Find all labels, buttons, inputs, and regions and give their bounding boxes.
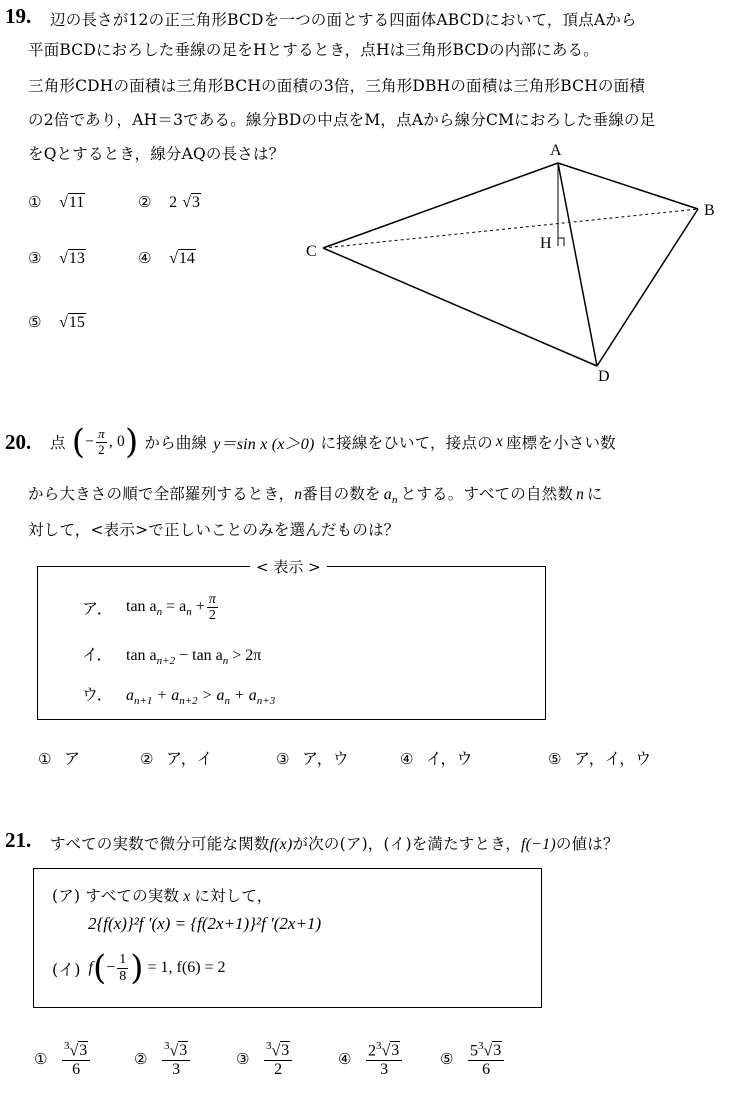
- q19-choice-2[interactable]: ② 2 √3: [138, 193, 200, 211]
- edge-bd: [597, 209, 698, 366]
- q20-choice-1[interactable]: [38, 746, 80, 769]
- q19-choice-1[interactable]: ① √11: [28, 193, 85, 211]
- q19-text-line1: 辺の長さが12の正三角形BCDを一つの面とする四面体ABCDにおいて，頂点Aから: [50, 11, 637, 29]
- choice-number: ⑤: [28, 313, 42, 331]
- q19-choice-4[interactable]: ④ √14: [138, 249, 195, 267]
- choice-radicand: 14: [178, 250, 195, 267]
- q20-pre: 点: [50, 434, 66, 452]
- statement-label: ア．: [82, 599, 113, 619]
- choice-number: ④: [138, 249, 152, 267]
- right-angle-mark: [558, 238, 564, 246]
- edge-ad: [558, 163, 597, 366]
- q19-text-line5: をQとするとき，線分AQの長さは？: [28, 145, 285, 163]
- q19-choice-3[interactable]: ③ √13: [28, 249, 85, 267]
- q21-text: すべての実数で微分可能な関数f(x)が次の(ア)，(イ)を満たすとき，f(−1)の値は？: [50, 835, 619, 853]
- q21-choice-5[interactable]: ⑤ $\frac{5^3√3}{6}$: [440, 1040, 506, 1079]
- choice-text: ア，イ，ウ: [574, 749, 652, 768]
- q20-post3: 座標を小さい数: [505, 434, 616, 452]
- q20-text-line1: 点 ( − $\frac{\pi}{2}$ , 0 ) から曲線 y＝sin x (x＞0) に接線をひいて，接点の x 座標を小さい数: [50, 422, 616, 462]
- condition-b: (イ) f ( − $\frac{1}{8}$ ) = 1, f(6) = 2: [52, 948, 226, 988]
- q19-text-line3: 三角形CDHの面積は三角形BCHの面積の3倍，三角形DBHの面積は三角形BCHの面積: [28, 77, 646, 95]
- x-variable: x: [495, 433, 503, 450]
- q21-choice-1[interactable]: ① $\frac{^3√3}{6}$: [34, 1040, 92, 1079]
- q20-choice-4[interactable]: [400, 746, 473, 769]
- choice-number: ⑤: [440, 1050, 454, 1069]
- choice-radicand: 15: [68, 314, 85, 331]
- curve-expression: y＝sin x (x＞0): [213, 435, 315, 453]
- point-fraction: $\frac{\pi}{2}$: [98, 426, 105, 457]
- choice-radicand: 3: [191, 194, 200, 211]
- choice-number: ①: [28, 193, 42, 211]
- q20-post2: に接線をひいて，接点の: [320, 434, 493, 452]
- condition-a-equation: 2{f(x)}²f ′(x) = {f(2x+1)}²f ′(2x+1): [88, 914, 322, 933]
- label-b: B: [704, 202, 715, 219]
- q19-text-line2: 平面BCDにおろした垂線の足をHとするとき，点Hは三角形BCDの内部にある。: [28, 41, 599, 59]
- q21-number: 21.: [5, 828, 32, 852]
- label-d: D: [598, 368, 610, 385]
- edge-cb-hidden: [323, 209, 698, 248]
- label-h: H: [540, 235, 552, 252]
- statement-label: ウ．: [82, 687, 113, 704]
- choice-text: イ，ウ: [426, 749, 473, 768]
- label-c: C: [306, 243, 317, 260]
- point-rest: , 0: [108, 433, 125, 450]
- choice-number: ⑤: [548, 750, 562, 768]
- q20-number: 20.: [5, 430, 32, 454]
- q19-number: 19.: [5, 4, 32, 28]
- statement-a: ア． $\tan a_n = a_n$ + $\frac{\pi}{2}$: [82, 592, 216, 624]
- q20-choice-5[interactable]: [548, 746, 651, 769]
- statement-label: イ．: [82, 647, 113, 664]
- q21-choice-4[interactable]: ④ $\frac{2^3√3}{3}$: [338, 1040, 404, 1079]
- q20-text-line2: から大きさの順で全部羅列するとき，n番目の数を $a_n$ とする。すべての自然数 n に: [28, 485, 603, 507]
- choice-radicand: 11: [68, 194, 85, 211]
- point-minus: −: [85, 433, 95, 450]
- choice-number: ③: [276, 750, 290, 768]
- choice-number: ③: [236, 1050, 250, 1069]
- edge-cd: [323, 248, 597, 366]
- q20-choice-2[interactable]: [140, 746, 213, 769]
- tetrahedron-figure: [300, 138, 730, 388]
- choice-text: ア，ウ: [302, 749, 349, 768]
- choice-radicand: 13: [68, 250, 85, 267]
- statement-u: ウ． $a_{n+1} + a_{n+2} > a_n + a_{n+3}$: [82, 682, 275, 707]
- condition-a-label: (ア) すべての実数 x に対して，: [52, 887, 273, 905]
- choice-number: ②: [134, 1050, 148, 1069]
- choice-text: ア: [64, 749, 81, 768]
- choice-number: ①: [38, 750, 52, 768]
- q19-text-line4: の2倍であり，AH＝3である。線分BDの中点をM，点Aから線分CMにおろした垂線の足: [28, 111, 656, 129]
- choice-number: ④: [338, 1050, 352, 1069]
- q20-post1: から曲線: [144, 434, 208, 452]
- choice-number: ④: [400, 750, 414, 768]
- choice-number: ①: [34, 1050, 48, 1069]
- choice-text: ア，イ: [166, 749, 213, 768]
- choice-coefficient: 2: [169, 194, 178, 211]
- q19-choice-5[interactable]: ⑤ √15: [28, 313, 85, 331]
- statement-i: イ． $\tan a_{n+2} - \tan a_n > 2\pi$: [82, 642, 261, 667]
- q20-text-line3: 対して，<表示>で正しいことのみを選んだものは？: [28, 521, 400, 539]
- edge-ca: [323, 163, 558, 248]
- display-box-title: < 表示 >: [250, 556, 327, 577]
- choice-number: ②: [138, 193, 152, 211]
- q21-choice-3[interactable]: ③ $\frac{^3√3}{2}$: [236, 1040, 294, 1079]
- choice-number: ③: [28, 249, 42, 267]
- q21-choice-2[interactable]: ② $\frac{^3√3}{3}$: [134, 1040, 192, 1079]
- label-a: A: [550, 142, 562, 159]
- q20-choice-3[interactable]: [276, 746, 349, 769]
- choice-number: ②: [140, 750, 154, 768]
- edge-ab: [558, 163, 698, 209]
